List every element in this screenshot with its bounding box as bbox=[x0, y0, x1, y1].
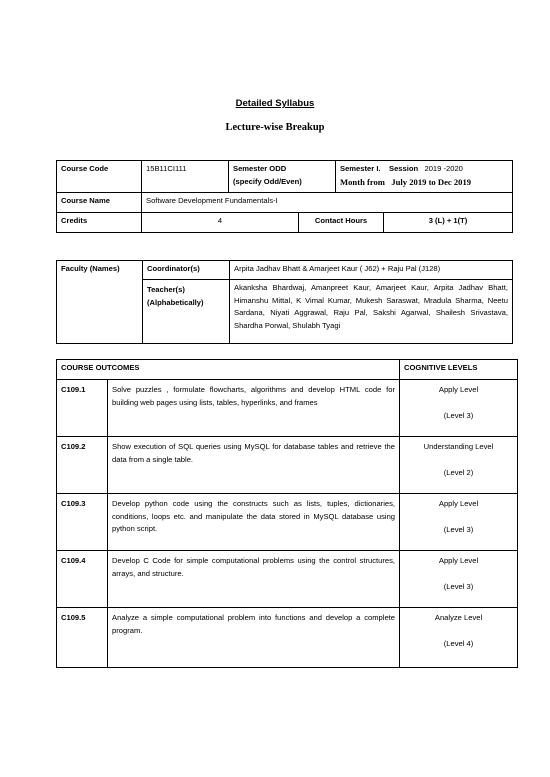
level-name: Apply Level bbox=[438, 556, 479, 565]
semester-cell bbox=[229, 161, 336, 193]
session-value: 2019 -2020 bbox=[424, 164, 463, 173]
contact-hours-label: Contact Hours bbox=[299, 213, 384, 233]
outcome-level bbox=[400, 437, 518, 494]
month-range: July 2019 to Dec 2019 bbox=[391, 176, 472, 187]
outcome-code: C109.1 bbox=[57, 380, 108, 437]
session-label: Session bbox=[389, 164, 419, 173]
coordinator-names: Arpita Jadhav Bhatt & Amarjeet Kaur ( J62) + Raju Pal (J128) bbox=[230, 261, 513, 280]
coordinator-label: Coordinator(s) bbox=[143, 261, 230, 280]
level-number: (Level 3) bbox=[443, 581, 474, 591]
course-code-label: Course Code bbox=[57, 161, 142, 193]
outcome-code: C109.2 bbox=[57, 437, 108, 494]
outcomes-table bbox=[56, 359, 518, 668]
outcome-row bbox=[57, 437, 518, 494]
outcome-code: C109.5 bbox=[57, 608, 108, 668]
outcome-text: Develop C Code for simple computational problems using the control structures, arrays, and structure. bbox=[108, 551, 400, 608]
session-line bbox=[340, 163, 508, 176]
level-name: Understanding Level bbox=[423, 442, 494, 451]
levels-header: COGNITIVE LEVELS bbox=[400, 360, 518, 380]
outcome-row bbox=[57, 380, 518, 437]
course-name-value: Software Development Fundamentals-I bbox=[142, 193, 513, 213]
course-info-table bbox=[56, 160, 513, 233]
outcome-level bbox=[400, 494, 518, 551]
page-subheading: Lecture-wise Breakup bbox=[225, 122, 325, 133]
semester-sub: (specify Odd/Even) bbox=[233, 176, 302, 186]
level-number: (Level 2) bbox=[443, 467, 474, 477]
outcome-level bbox=[400, 608, 518, 668]
outcome-level bbox=[400, 380, 518, 437]
level-number: (Level 3) bbox=[443, 524, 474, 534]
level-name: Apply Level bbox=[438, 385, 479, 394]
outcome-text: Develop python code using the constructs such as lists, tuples, dictionaries, conditions, loops etc. and manipulate the data stored in MySQL database using python script. bbox=[108, 494, 400, 551]
semester-label: Semester ODD bbox=[233, 164, 287, 173]
outcome-level bbox=[400, 551, 518, 608]
level-name: Analyze Level bbox=[434, 613, 483, 622]
level-name: Apply Level bbox=[438, 499, 479, 508]
outcome-text: Solve puzzles , formulate flowcharts, algorithms and develop HTML code for building web pages using lists, tables, hyperlinks, and frames bbox=[108, 380, 400, 437]
month-line bbox=[340, 176, 508, 190]
semester-session-label: Semester I. bbox=[340, 164, 381, 173]
faculty-label: Faculty (Names) bbox=[57, 261, 143, 344]
outcome-row bbox=[57, 608, 518, 668]
credits-label: Credits bbox=[57, 213, 142, 233]
contact-hours-value: 3 (L) + 1(T) bbox=[384, 213, 513, 233]
faculty-table bbox=[56, 260, 513, 344]
outcome-text: Analyze a simple computational problem into functions and develop a complete program. bbox=[108, 608, 400, 668]
course-name-label: Course Name bbox=[57, 193, 142, 213]
outcome-text: Show execution of SQL queries using MySQL for database tables and retrieve the data from a single table. bbox=[108, 437, 400, 494]
outcomes-header: COURSE OUTCOMES bbox=[57, 360, 400, 380]
session-cell bbox=[336, 161, 513, 193]
outcome-code: C109.4 bbox=[57, 551, 108, 608]
level-number: (Level 4) bbox=[443, 638, 474, 648]
outcome-code: C109.3 bbox=[57, 494, 108, 551]
page-heading: Detailed Syllabus bbox=[235, 98, 315, 109]
outcome-row bbox=[57, 551, 518, 608]
level-number: (Level 3) bbox=[443, 410, 474, 420]
teacher-label: Teacher(s) (Alphabetically) bbox=[143, 280, 230, 344]
credits-value: 4 bbox=[142, 213, 299, 233]
outcome-row bbox=[57, 494, 518, 551]
month-from-label: Month from bbox=[340, 176, 385, 187]
teacher-names: Akanksha Bhardwaj, Amanpreet Kaur, Amarjeet Kaur, Arpita Jadhav Bhatt, Himanshu Mittal, K Vimal Kumar, Mukesh Saraswat, Mradula Sharma, Neetu Sardana, Niyati Aggrawal, Raju Pal, Sakshi Agarwal, Shailesh Srivastava, Shardha Porwal, Shulabh Tyagi bbox=[230, 280, 513, 344]
course-code-value: 15B11CI111 bbox=[142, 161, 229, 193]
